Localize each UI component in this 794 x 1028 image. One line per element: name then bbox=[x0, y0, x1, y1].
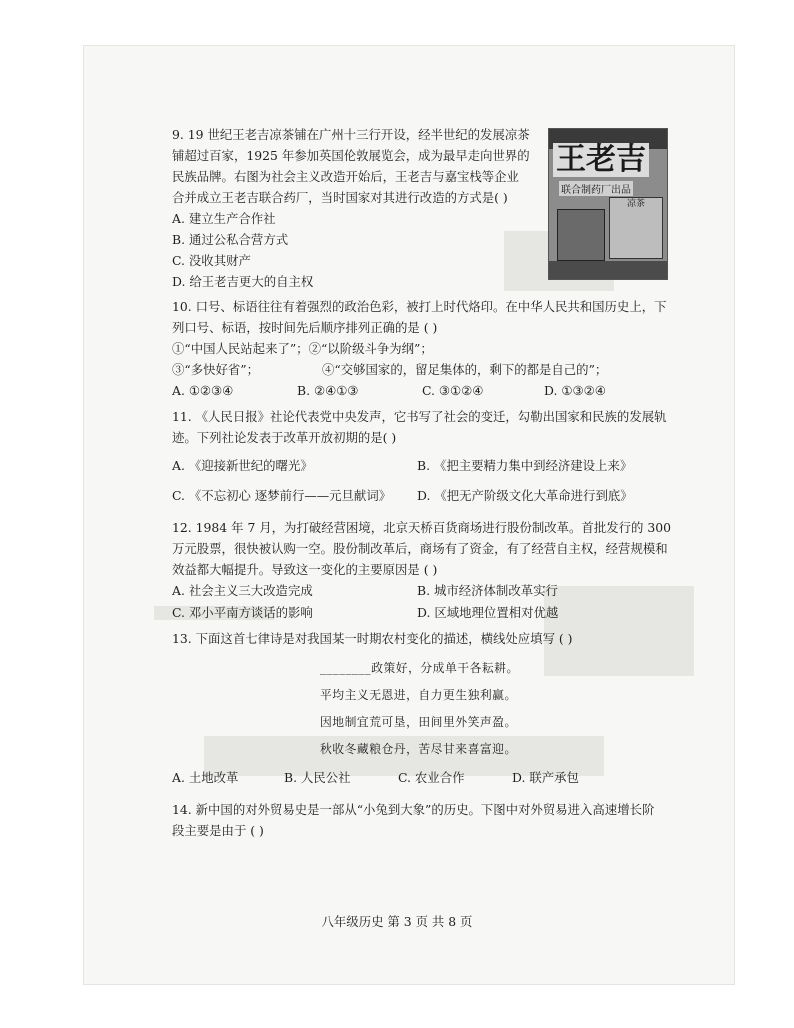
option-b: B. 人民公社 bbox=[284, 770, 351, 785]
poster-box-text: 凉茶 bbox=[626, 199, 645, 209]
option-b: B. ②④①③ bbox=[297, 383, 359, 398]
option-a: A. 《迎接新世纪的曙光》 bbox=[172, 458, 313, 473]
question-text: 10. 口号、标语往往有着强烈的政治色彩，被打上时代烙印。在中华人民共和国历史上，下 bbox=[172, 299, 667, 314]
poster-brand: 王老吉 bbox=[553, 143, 649, 177]
option-c: C. 《不忘初心 逐梦前行——元旦献词》 bbox=[172, 488, 392, 503]
options-row bbox=[172, 602, 682, 624]
option-d: D. 区域地理位置相对优越 bbox=[417, 605, 559, 620]
question-text: 12. 1984 年 7 月，为打破经营困境，北京天桥百货商场进行股份制改革。首批发行的 300 bbox=[172, 520, 671, 535]
page-footer: 八年级历史 第 3 页 共 8 页 bbox=[321, 914, 473, 929]
option-c: C. 农业合作 bbox=[398, 770, 465, 785]
option-d: D. ①③②④ bbox=[544, 383, 606, 398]
question-item: ①“中国人民站起来了”；②“以阶级斗争为纲”； bbox=[172, 341, 433, 356]
poem-line: 平均主义无恩进，自力更生独利赢。 bbox=[320, 688, 517, 702]
question-text: 14. 新中国的对外贸易史是一部从“小兔到大象”的历史。下图中对外贸易进入高速增长阶 bbox=[172, 802, 655, 817]
options-row bbox=[172, 580, 682, 602]
poem bbox=[320, 655, 682, 763]
option-b: B. 《把主要精力集中到经济建设上来》 bbox=[417, 458, 633, 473]
question-text: 13. 下面这首七律诗是对我国某一时期农村变化的描述，横线处应填写 ( ) bbox=[172, 631, 573, 646]
question-text: 合并成立王老吉联合药厂，当时国家对其进行改造的方式是( ) bbox=[172, 190, 508, 205]
question-9 bbox=[172, 124, 544, 292]
option-c: C. 没收其财产 bbox=[172, 253, 251, 268]
options-row bbox=[172, 380, 682, 402]
options-row bbox=[172, 485, 682, 507]
question-11 bbox=[172, 406, 682, 507]
option-c: C. 邓小平南方谈话的影响 bbox=[172, 605, 313, 620]
poster-subtitle: 联合制药厂出品 bbox=[559, 181, 633, 196]
question-text: 民族品牌。右图为社会主义改造开始后，王老吉与嘉宝栈等企业 bbox=[172, 169, 519, 184]
option-a: A. 社会主义三大改造完成 bbox=[172, 583, 313, 598]
option-d: D. 给王老吉更大的自主权 bbox=[172, 274, 314, 289]
poem-line: 秋收冬藏粮仓丹，苦尽甘来喜富迎。 bbox=[320, 742, 517, 756]
question-text: 效益都大幅提升。导致这一变化的主要原因是 ( ) bbox=[172, 562, 438, 577]
poem-line: 因地制宜荒可垦，田间里外笑声盈。 bbox=[320, 715, 517, 729]
question-text: 迹。下列社论发表于改革开放初期的是( ) bbox=[172, 430, 397, 445]
question-13 bbox=[172, 628, 682, 789]
option-d: D. 《把无产阶级文化大革命进行到底》 bbox=[417, 488, 633, 503]
option-b: B. 城市经济体制改革实行 bbox=[417, 583, 558, 598]
question-text: 9. 19 世纪王老吉凉茶铺在广州十三行开设，经半世纪的发展凉茶 bbox=[172, 127, 530, 142]
poem-line: ________政策好，分成单干各耘耕。 bbox=[320, 661, 519, 675]
question-text: 万元股票，很快被认购一空。股份制改革后，商场有了资金，有了经营自主权，经营规模和 bbox=[172, 541, 668, 556]
question-text: 11. 《人民日报》社论代表党中央发声，它书写了社会的变迁，勾勒出国家和民族的发展轨 bbox=[172, 409, 667, 424]
question-12 bbox=[172, 517, 682, 624]
options-row bbox=[172, 767, 682, 789]
question-item: ③“多快好省”； ④“交够国家的，留足集体的，剩下的都是自己的”； bbox=[172, 362, 608, 377]
option-a: A. 建立生产合作社 bbox=[172, 211, 276, 226]
question-content bbox=[172, 124, 682, 845]
option-b: B. 通过公私合营方式 bbox=[172, 232, 289, 247]
question-text: 铺超过百家，1925 年参加英国伦敦展览会，成为最早走向世界的 bbox=[172, 148, 530, 163]
option-d: D. 联产承包 bbox=[512, 770, 579, 785]
option-c: C. ③①②④ bbox=[422, 383, 484, 398]
question-text: 列口号、标语，按时间先后顺序排列正确的是 ( ) bbox=[172, 320, 438, 335]
option-a: A. ①②③④ bbox=[172, 383, 234, 398]
options-row bbox=[172, 455, 682, 477]
question-10 bbox=[172, 296, 682, 402]
question-14 bbox=[172, 799, 682, 841]
question-text: 段主要是由于 ( ) bbox=[172, 823, 264, 838]
option-a: A. 土地改革 bbox=[172, 770, 239, 785]
